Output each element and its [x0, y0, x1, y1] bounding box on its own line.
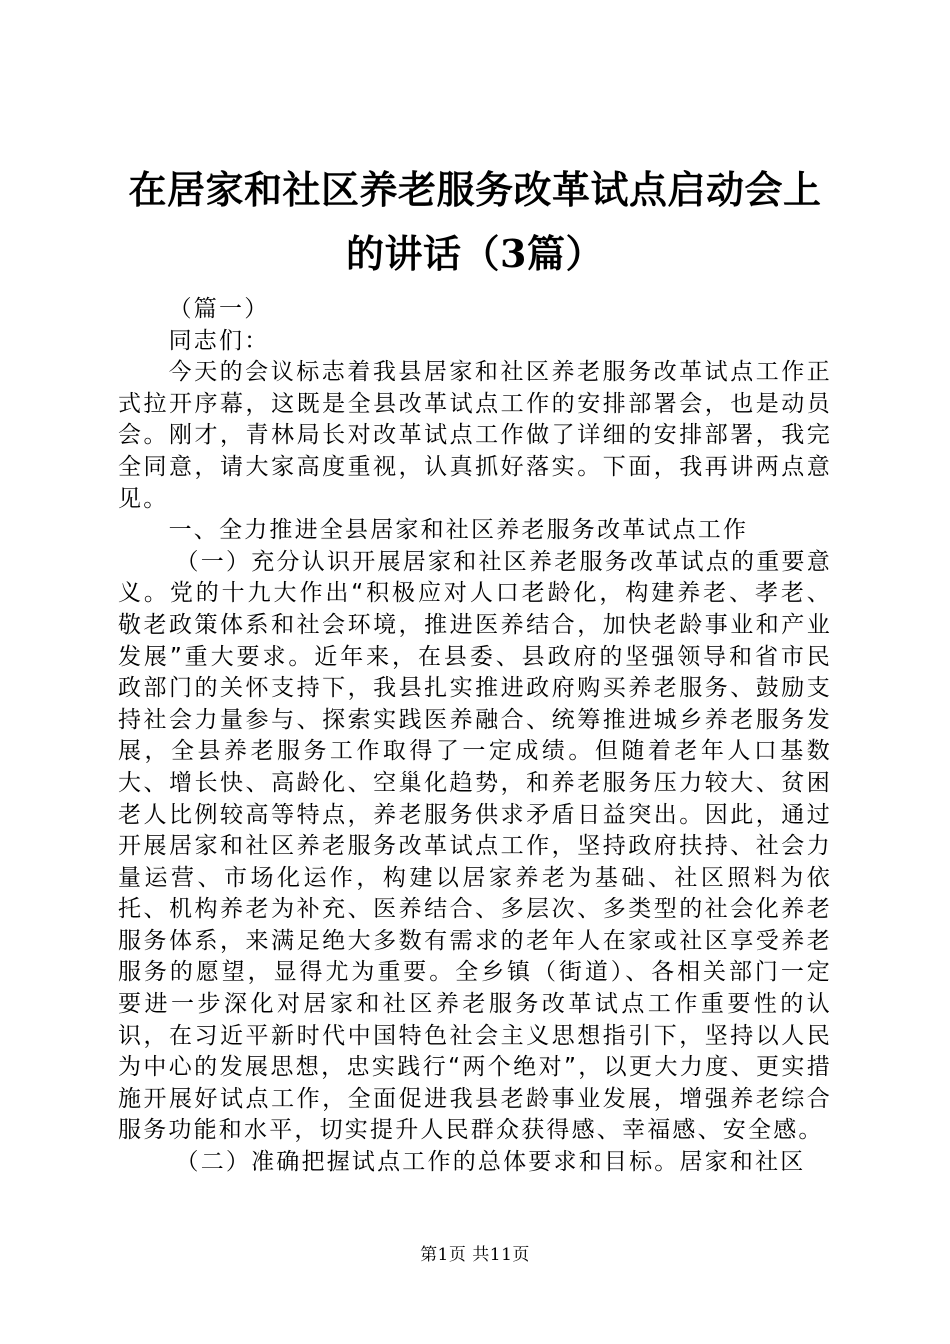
document-body — [118, 294, 832, 1179]
page-footer: 第1页 共11页 — [420, 1245, 530, 1265]
paragraph: 今天的会议标志着我县居家和社区养老服务改革试点工作正式拉开序幕，这既是全县改革试点工作的安排部署会，也是动员会。刚才，青林局长对改革试点工作做了详细的安排部署，我完全同意，请大家高度重视，认真抓好落实。下面，我再讲两点意见。 — [118, 359, 832, 512]
document-title: 在居家和社区养老服务改革试点启动会上的讲话（3篇） — [128, 167, 822, 276]
paragraph: （一）充分认识开展居家和社区养老服务改革试点的重要意义。党的十九大作出“积极应对人口老龄化，构建养老、孝老、敬老政策体系和社会环境，推进医养结合，加快老龄事业和产业发展”重大要求。近年来，在县委、县政府的坚强领导和省市民政部门的关怀支持下，我县扎实推进政府购买养老服务、鼓励支持社会力量参与、探索实践医养融合、统筹推进城乡养老服务发展，全县养老服务工作取得了一定成绩。但随着老年人口基数大、增长快、高龄化、空巢化趋势，和养老服务压力较大、贫困老人比例较高等特点，养老服务供求矛盾日益突出。因此，通过开展居家和社区养老服务改革试点工作，坚持政府扶持、社会力量运营、市场化运作，构建以居家养老为基础、社区照料为依托、机构养老为补充、医养结合、多层次、多类型的社会化养老服务体系，来满足绝大多数有需求的老年人在家或社区享受养老服务的愿望，显得尤为重要。全乡镇（街道）、各相关部门一定要进一步深化对居家和社区养老服务改革试点工作重要性的认识，在习近平新时代中国特色社会主义思想指引下，坚持以人民为中心的发展思想，忠实践行“两个绝对”，以更大力度、更实措施开展好试点工作，全面促进我县老龄事业发展，增强养老综合服务功能和水平，切实提升人民群众获得感、幸福感、安全感。 — [118, 548, 832, 1144]
section-heading: （篇一） — [168, 296, 270, 322]
section-heading: 一、全力推进全县居家和社区养老服务改革试点工作 — [168, 517, 749, 544]
paragraph: （二）准确把握试点工作的总体要求和目标。居家和社区 — [175, 1149, 806, 1176]
salutation: 同志们： — [168, 327, 270, 354]
